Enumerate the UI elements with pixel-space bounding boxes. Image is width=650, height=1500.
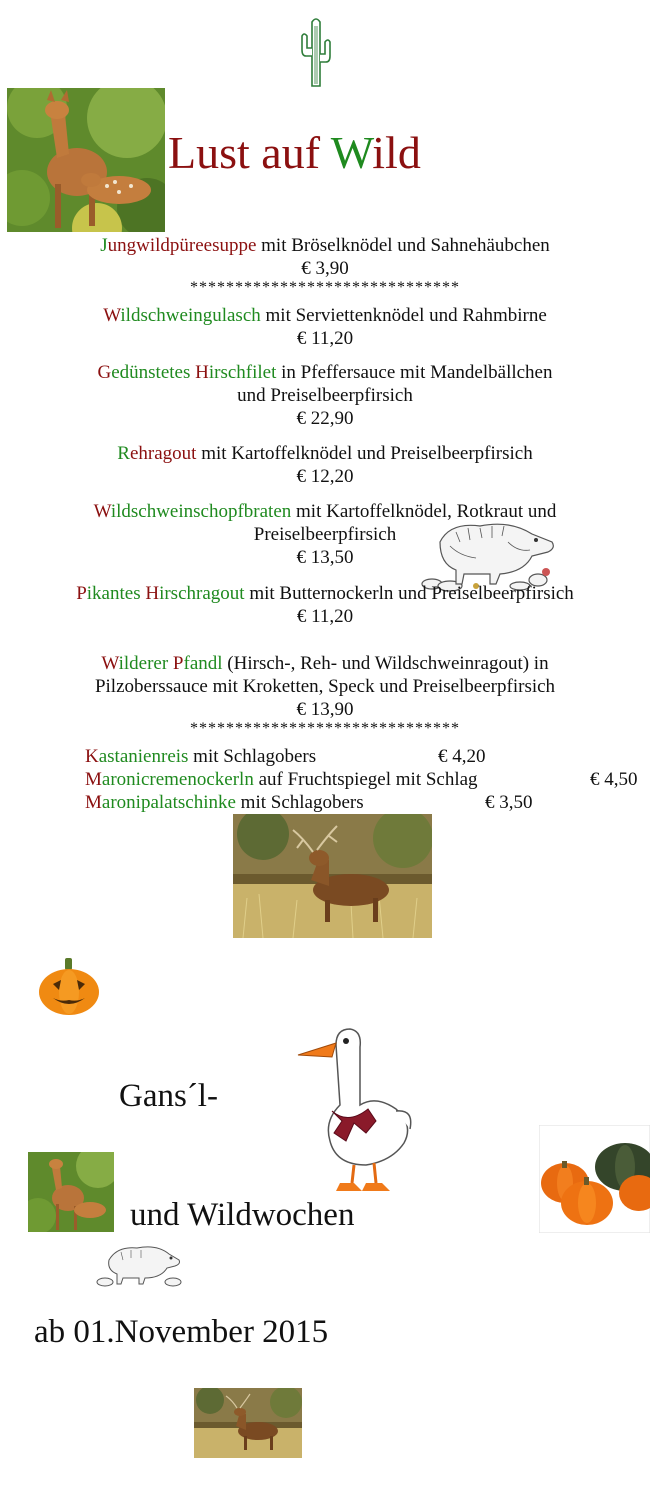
dish-2: Wildschweingulasch mit Serviettenknödel und Rahmbirne	[103, 305, 547, 326]
dessert-2-price: € 4,50	[590, 769, 638, 790]
wild-boar-drawing-small	[95, 1240, 183, 1288]
separator-stars: ******************************	[190, 279, 460, 296]
promo-date: ab 01.November 2015	[34, 1314, 329, 1350]
promo-line-2: und Wildwochen	[130, 1197, 355, 1233]
dessert-3: Maronipalatschinke mit Schlagobers	[85, 792, 364, 813]
cactus-icon	[300, 14, 332, 88]
dish-1-price: € 3,90	[301, 258, 349, 279]
deer-photo-small	[28, 1152, 114, 1232]
dessert-3-price: € 3,50	[485, 792, 533, 813]
dish-6: Pikantes Hirschragout mit Butternockerln und Preiselbeerpfirsich	[76, 583, 574, 604]
dish-2-price: € 11,20	[296, 328, 354, 349]
dish-3: Gedünstetes Hirschfilet in Pfeffersauce mit Mandelbällchen	[97, 362, 553, 383]
dish-7-desc2: Pilzoberssauce mit Kroketten, Speck und Preiselbeerpfirsich	[94, 676, 556, 697]
separator-stars: ******************************	[190, 720, 460, 737]
dish-3-price: € 22,90	[296, 408, 354, 429]
dish-4: Rehragout mit Kartoffelknödel und Preiselbeerpfirsich	[117, 443, 533, 464]
dessert-2: Maronicremenockerln auf Fruchtspiegel mit Schlag	[85, 769, 478, 790]
jack-o-lantern-icon	[37, 958, 101, 1016]
dish-4-price: € 12,20	[296, 466, 354, 487]
dish-5: Wildschweinschopfbraten mit Kartoffelknödel, Rotkraut und	[93, 501, 557, 522]
dish-6-price: € 11,20	[296, 606, 354, 627]
pumpkins-photo	[539, 1125, 650, 1233]
dish-5-price: € 13,50	[296, 547, 354, 568]
dish-5-desc2: Preiselbeerpfirsich	[253, 524, 397, 545]
stag-photo-small	[194, 1388, 302, 1458]
dessert-1: Kastanienreis mit Schlagobers	[85, 746, 317, 767]
page-title: Lust auf Wild	[168, 127, 421, 178]
deer-photo	[7, 88, 165, 232]
dish-3-desc2: und Preiselbeerpfirsich	[237, 385, 413, 406]
dish-7: Wilderer Pfandl (Hirsch-, Reh- und Wildschweinragout) in	[101, 653, 549, 674]
stag-photo	[233, 814, 432, 938]
promo-line-1: Gans´l-	[119, 1078, 218, 1114]
dessert-1-price: € 4,20	[438, 746, 486, 767]
dish-1: Jungwildpüreesuppe mit Bröselknödel und Sahnehäubchen	[100, 235, 550, 256]
dish-7-price: € 13,90	[296, 699, 354, 720]
goose-drawing	[296, 1025, 416, 1195]
